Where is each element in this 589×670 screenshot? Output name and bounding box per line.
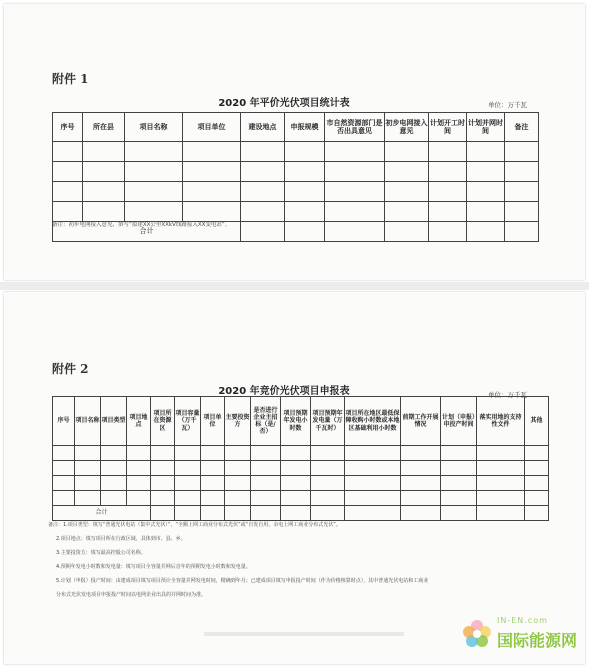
total-label: 合计 bbox=[53, 506, 151, 521]
header-cell: 前期工作开展情况 bbox=[401, 397, 441, 446]
note-line: 3.主要投资方：填写最高控股公司名称。 bbox=[56, 550, 146, 556]
attachment-1-page bbox=[4, 4, 585, 280]
header-cell: 计划并网时间 bbox=[467, 113, 505, 142]
header-cell: 项目预期年发电量（万千瓦时） bbox=[311, 397, 345, 446]
table-1-title: 2020 年平价光伏项目统计表 bbox=[218, 98, 350, 109]
table-row bbox=[53, 461, 549, 476]
table-1-unit: 单位：万千瓦 bbox=[488, 101, 527, 109]
attachment-2-label: 附件 2 bbox=[52, 362, 89, 376]
watermark-logo bbox=[461, 614, 581, 658]
table-2-notes bbox=[48, 518, 558, 602]
header-cell: 计划开工时间 bbox=[429, 113, 467, 142]
watermark-domain: IN-EN.com bbox=[497, 616, 548, 625]
table-row bbox=[53, 476, 549, 491]
table-2-unit: 单位：万千瓦 bbox=[488, 391, 527, 399]
header-cell: 备注 bbox=[505, 113, 539, 142]
header-cell: 是否进行企业主招标（是/否） bbox=[251, 397, 281, 446]
table-row bbox=[53, 446, 549, 461]
page-gap bbox=[0, 282, 589, 290]
header-cell: 项目预期年发电小时数 bbox=[281, 397, 311, 446]
table-1-note: 备注：初步电网接入意见，填写“拟建XX公里XXkV线路接入XX变电站”。 bbox=[52, 222, 231, 228]
table-2 bbox=[52, 396, 549, 521]
header-cell: 序号 bbox=[53, 397, 75, 446]
header-cell: 项目类型 bbox=[101, 397, 127, 446]
table-row bbox=[53, 202, 539, 222]
watermark-name: 国际能源网 bbox=[497, 631, 578, 650]
note-line: 备注：1.项目类型：填写“普通光伏电站（集中式光伏）”、“全额上网工商业分布式光伏”或“自发自用、余电上网工商业分布式光伏”。 bbox=[48, 522, 341, 528]
flower-logo-icon bbox=[461, 618, 493, 650]
note-line: 分布式光伏发电项目申报投产时间以电网企业出具的并网时间为准。 bbox=[56, 592, 207, 598]
header-cell: 项目单位 bbox=[201, 397, 225, 446]
header-cell: 项目所在资源区 bbox=[151, 397, 175, 446]
note-line: 4.预期年发电小时数和发电量：填写项目全容量并网后首年的预期发电小时数和发电量。 bbox=[56, 564, 251, 570]
note-line: 5.计划（申报）投产时间：由建成项目填写项目预计全容量并网发电时间，精确到年月；已建成项目填写申报投产时间（作为价格核算时点），其中普通光伏电站和工商业 bbox=[56, 578, 429, 584]
header-cell: 落实用地的支持性文件 bbox=[477, 397, 525, 446]
table-2-header-row bbox=[53, 397, 549, 446]
header-cell: 项目所在地区最低保障收购小时数或本地区基础利用小时数 bbox=[345, 397, 401, 446]
total-label: 合计 bbox=[53, 222, 241, 242]
header-cell: 项目名称 bbox=[125, 113, 183, 142]
note-line: 2.项目地点：填写项目所在行政区域，具体到市、县、乡。 bbox=[56, 536, 186, 542]
header-cell: 项目容量（万千瓦） bbox=[175, 397, 201, 446]
header-cell: 初步电网接入意见 bbox=[385, 113, 429, 142]
table-row bbox=[53, 142, 539, 162]
table-row bbox=[53, 491, 549, 506]
attachment-2-page bbox=[4, 292, 585, 664]
table-row bbox=[53, 182, 539, 202]
attachment-1-label: 附件 1 bbox=[52, 72, 89, 86]
header-cell: 项目地点 bbox=[127, 397, 151, 446]
table-2-title: 2020 年竞价光伏项目申报表 bbox=[218, 386, 350, 397]
header-cell: 项目名称 bbox=[75, 397, 101, 446]
faint-footer-text bbox=[204, 632, 404, 636]
table-1-header-row bbox=[53, 113, 539, 142]
header-cell: 申报规模 bbox=[285, 113, 325, 142]
header-cell: 项目单位 bbox=[183, 113, 241, 142]
header-cell: 市自然资源部门是否出具意见 bbox=[325, 113, 385, 142]
header-cell: 建设地点 bbox=[241, 113, 285, 142]
header-cell: 其他 bbox=[525, 397, 549, 446]
header-cell: 计划（申报）申投产时间 bbox=[441, 397, 477, 446]
header-cell: 主要投资方 bbox=[225, 397, 251, 446]
header-cell: 序号 bbox=[53, 113, 83, 142]
header-cell: 所在县 bbox=[83, 113, 125, 142]
table-row bbox=[53, 162, 539, 182]
